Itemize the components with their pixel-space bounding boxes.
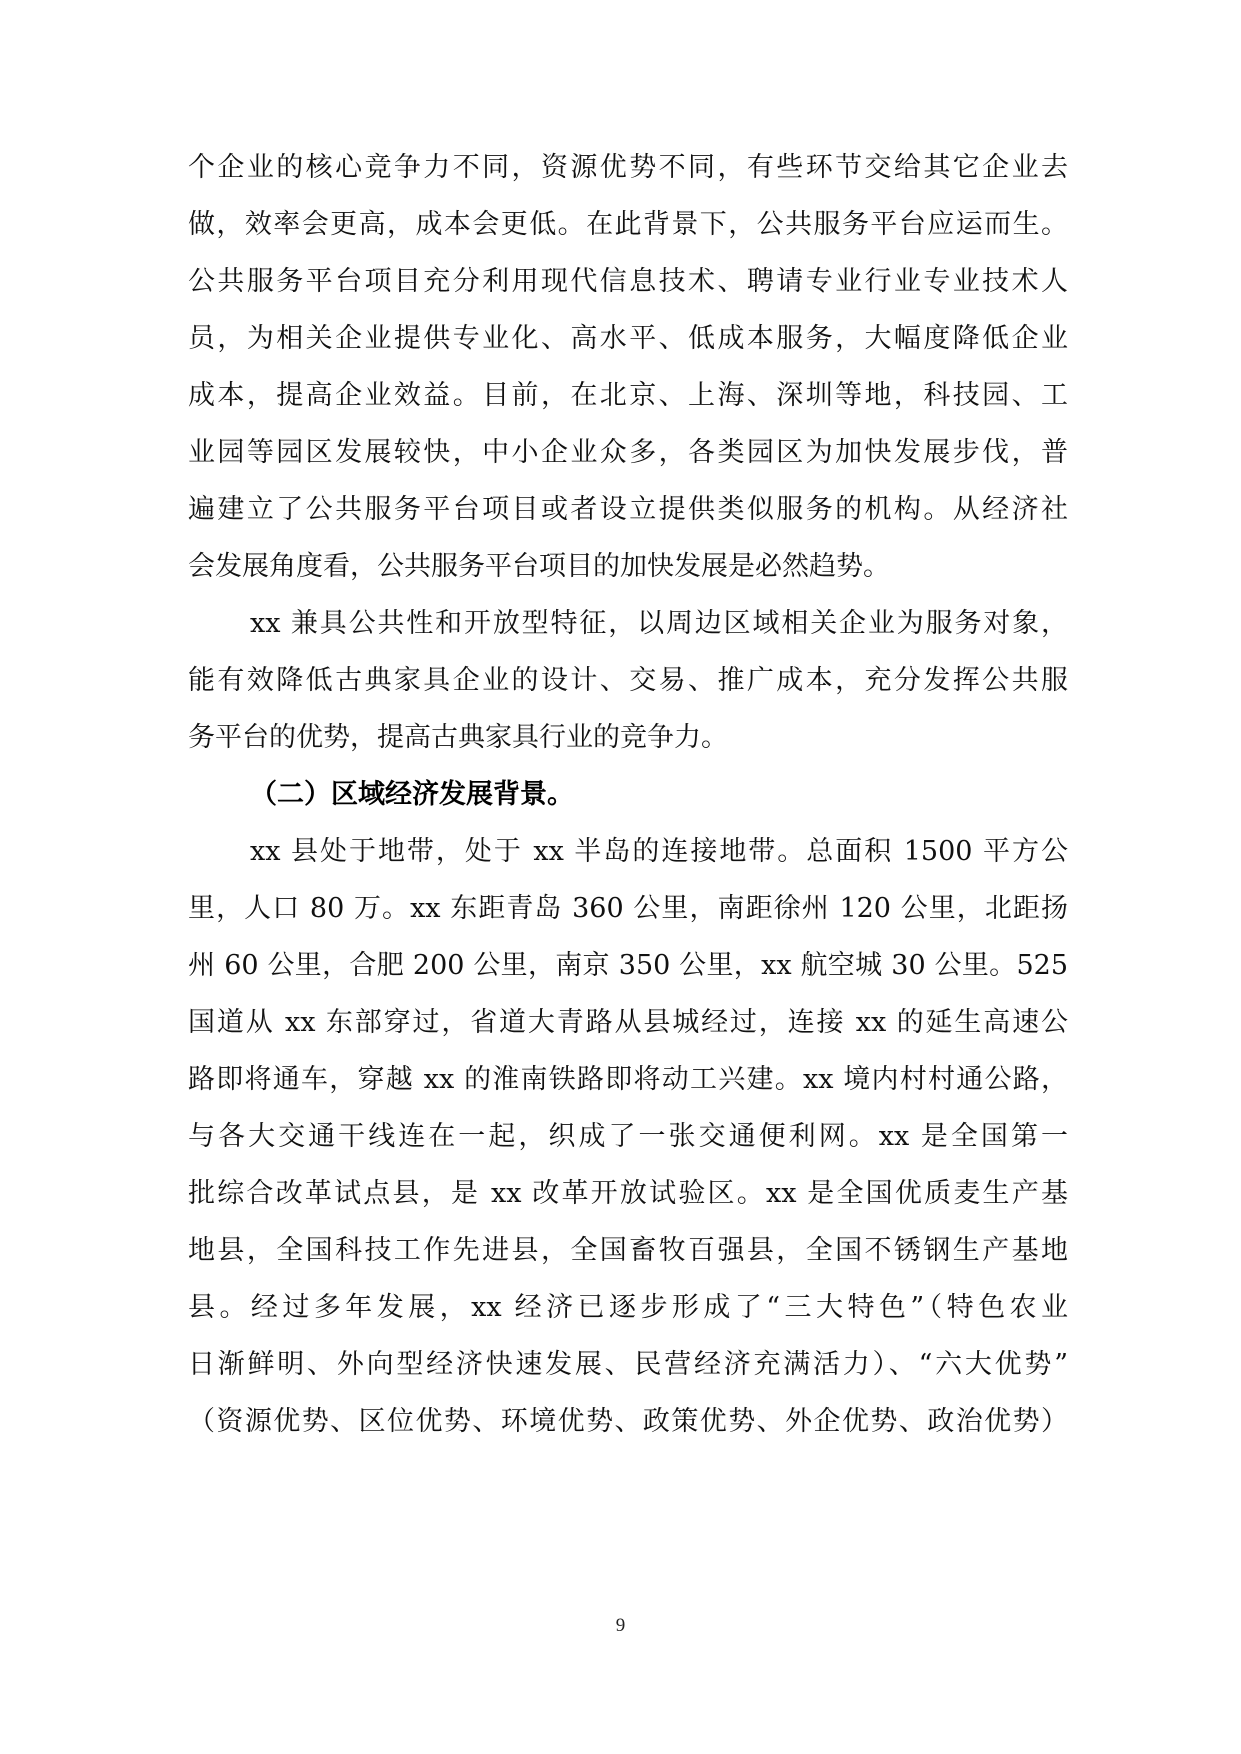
paragraph-line: 公共服务平台项目充分利用现代信息技术、聘请专业行业专业技术人 — [188, 266, 1068, 297]
paragraph-line: xx 县处于地带，处于 xx 半岛的连接地带。总面积 1500 平方公 — [250, 836, 1068, 867]
paragraph-line: 批综合改革试点县，是 xx 改革开放试验区。xx 是全国优质麦生产基 — [188, 1178, 1068, 1209]
paragraph-line: 个企业的核心竞争力不同，资源优势不同，有些环节交给其它企业去 — [188, 152, 1068, 183]
paragraph-line: 会发展角度看，公共服务平台项目的加快发展是必然趋势。 — [188, 551, 890, 582]
paragraph-line: 员，为相关企业提供专业化、高水平、低成本服务，大幅度降低企业 — [188, 323, 1068, 354]
paragraph-line: 能有效降低古典家具企业的设计、交易、推广成本，充分发挥公共服 — [188, 665, 1068, 696]
paragraph-line: 地县，全国科技工作先进县，全国畜牧百强县，全国不锈钢生产基地 — [188, 1235, 1068, 1266]
paragraph-line: 成本，提高企业效益。目前，在北京、上海、深圳等地，科技园、工 — [188, 380, 1068, 411]
paragraph-line: 业园等园区发展较快，中小企业众多，各类园区为加快发展步伐，普 — [188, 437, 1068, 468]
paragraph-line: （资源优势、区位优势、环境优势、政策优势、外企优势、政治优势） — [188, 1406, 1068, 1437]
paragraph-line: 路即将通车，穿越 xx 的淮南铁路即将动工兴建。xx 境内村村通公路， — [188, 1064, 1068, 1095]
paragraph-line: 县。经过多年发展，xx 经济已逐步形成了“三大特色”（特色农业 — [188, 1292, 1068, 1323]
paragraph-line: 务平台的优势，提高古典家具行业的竞争力。 — [188, 722, 728, 753]
paragraph-line: 州 60 公里，合肥 200 公里，南京 350 公里，xx 航空城 30 公里。525 — [188, 950, 1068, 981]
page-number: 9 — [615, 1615, 626, 1636]
paragraph-line: 与各大交通干线连在一起，织成了一张交通便利网。xx 是全国第一 — [188, 1121, 1068, 1152]
section-heading: （二）区域经济发展背景。 — [250, 779, 574, 810]
paragraph-line: 里，人口 80 万。xx 东距青岛 360 公里，南距徐州 120 公里，北距扬 — [188, 893, 1068, 924]
paragraph-line: 日渐鲜明、外向型经济快速发展、民营经济充满活力）、“六大优势” — [188, 1349, 1068, 1380]
paragraph-line: 国道从 xx 东部穿过，省道大青路从县城经过，连接 xx 的延生高速公 — [188, 1007, 1068, 1038]
paragraph-line: xx 兼具公共性和开放型特征，以周边区域相关企业为服务对象， — [250, 608, 1068, 639]
paragraph-line: 遍建立了公共服务平台项目或者设立提供类似服务的机构。从经济社 — [188, 494, 1068, 525]
paragraph-line: 做，效率会更高，成本会更低。在此背景下，公共服务平台应运而生。 — [188, 209, 1068, 240]
